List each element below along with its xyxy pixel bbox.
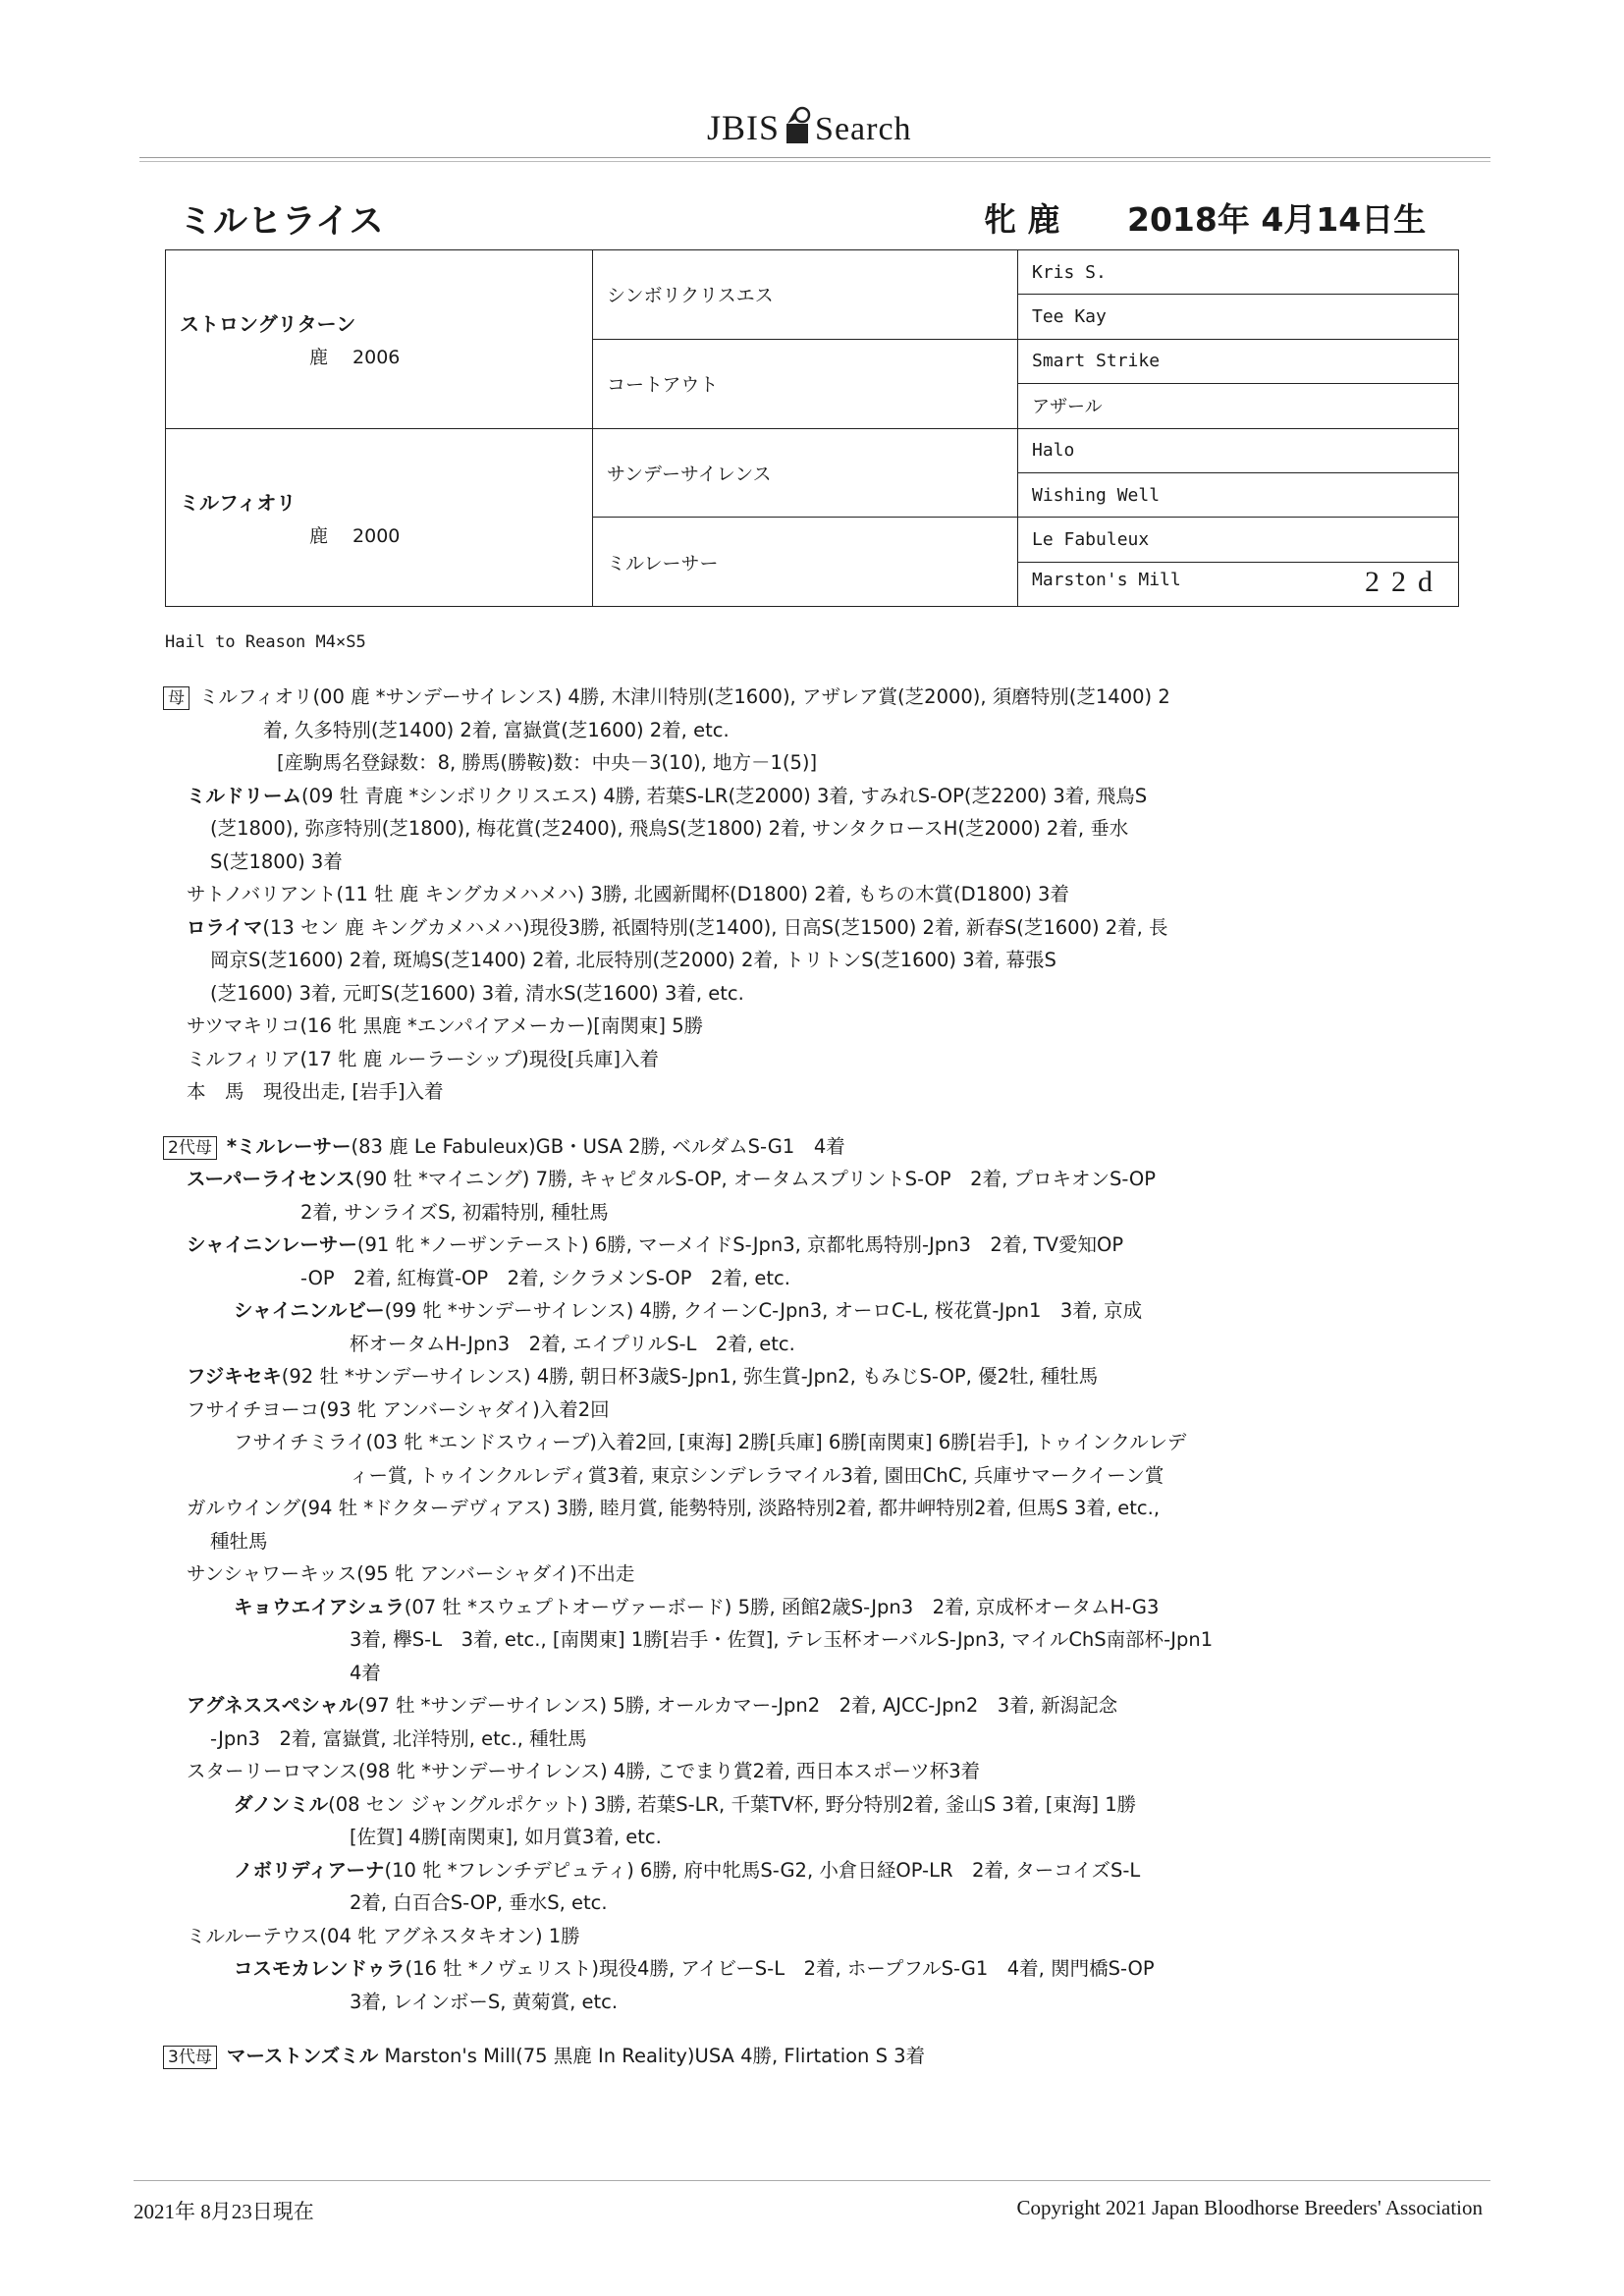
g2-garu-wing: ガルウイング(94 牡 *ドクターデヴィアス) 3勝, 睦月賞, 能勢特別, 淡路特別2着, 都井岬特別2着, 但馬S 3着, etc., (187, 1497, 1161, 1519)
g2-fusaichi-yoko: フサイチヨーコ(93 牝 アンバーシャダイ)入着2回 (187, 1397, 610, 1421)
g2-starry-romance: スターリーロマンス(98 牝 *サンデーサイレンス) 4勝, こでまり賞2着, 西日本スポーツ杯3着 (187, 1760, 981, 1782)
gen3-5: Halo (1018, 428, 1459, 472)
dam-sire: サンデーサイレンス (593, 428, 1018, 518)
family-section (163, 681, 1449, 2073)
g2-shinin-racer-cont: -OP 2着, 紅梅賞-OP 2着, シクラメンS-OP 2着, etc. (300, 1266, 790, 1289)
g2-cosmo-calendula-cont: 3着, レインボーS, 黄菊賞, etc. (350, 1990, 619, 2013)
foal-mildream-cont2: S(芝1800) 3着 (210, 849, 343, 873)
g2-garu-wing-cont: 種牡馬 (210, 1529, 268, 1553)
foal-this-horse: 本 馬 現役出走, [岩手]入着 (187, 1080, 444, 1103)
foal-satsuma: サツマキリコ(16 牝 黒鹿 *エンパイアメーカー)[南関東] 5勝 (187, 1014, 704, 1037)
dam-line-1: 母 ミルフィオリ(00 鹿 *サンデーサイレンス) 4勝, 木津川特別(芝1600), アザレア賞(芝2000), 須磨特別(芝1400) 2 (163, 681, 1449, 714)
foal-milfilia: ミルフィリア(17 牝 鹿 ルーラーシップ)現役[兵庫]入着 (187, 1047, 659, 1070)
foal-mildream-cont: (芝1800), 弥彦特別(芝1800), 梅花賞(芝2400), 飛鳥S(芝1800) 2着, サンタクロースH(芝2000) 2着, 垂水 (210, 817, 1129, 840)
sex-color: 牝 鹿 (984, 200, 1060, 239)
g2-agnes-special-cont: -Jpn3 2着, 富嶽賞, 北洋特別, etc., 種牡馬 (210, 1726, 587, 1750)
g2-super-license: スーパーライセンス(90 牡 *マイニング) 7勝, キャピタルS-OP, オータムスプリントS-OP 2着, プロキオンS-OP (187, 1168, 1157, 1190)
g2-kyoei-ashura-cont2: 4着 (350, 1661, 381, 1684)
g2-danon-mil: ダノンミル(08 セン ジャングルポケット) 3勝, 若葉S-LR, 千葉TV杯, 野分特別2着, 釜山S 3着, [東海] 1勝 (234, 1792, 1137, 1816)
g2-mil-luteus: ミルルーテウス(04 牝 アグネスタキオン) 1勝 (187, 1924, 580, 1947)
g2-shinin-racer: シャイニンレーサー(91 牝 *ノーザンテースト) 6勝, マーメイドS-Jpn3, 京都牝馬特別-Jpn3 2着, TV愛知OP (187, 1233, 1124, 1256)
footer-rule (134, 2180, 1490, 2181)
footer-date: 2021年 8月23日現在 (134, 2200, 314, 2223)
header-rule (139, 157, 1490, 158)
g2-shinin-ruby-cont: 杯オータムH-Jpn3 2着, エイプリルS-L 2着, etc. (350, 1332, 795, 1355)
gen3-7: Le Fabuleux (1018, 518, 1459, 562)
horse-name: ミルヒライス (179, 202, 384, 242)
birth-date: 2018年 4月14日生 (1127, 200, 1427, 239)
gen3-4: アザール (1018, 384, 1459, 428)
g2-fuji-kiseki: フジキセキ(92 牡 *サンデーサイレンス) 4勝, 朝日杯3歳S-Jpn1, 弥生賞-Jpn2, もみじS-OP, 優2牡, 種牡馬 (187, 1365, 1099, 1388)
gen3-8-name: Marston's Mill (1032, 569, 1181, 590)
dam-cell (166, 428, 593, 607)
g2-nobori-diana: ノボリディアーナ(10 牝 *フレンチデピュティ) 6勝, 府中牝馬S-G2, 小倉日経OP-LR 2着, ターコイズS-L (234, 1858, 1141, 1882)
g3-line: 3代母 マーストンズミル Marston's Mill(75 黒鹿 In Reality)USA 4勝, Flirtation S 3着 (163, 2040, 1449, 2073)
dam-info: 鹿 2000 (309, 524, 401, 547)
g2-kyoei-ashura-cont: 3着, 欅S-L 3着, etc., [南関東] 1勝[岩手・佐賀], テレ玉杯オーバルS-Jpn3, マイルChS南部杯-Jpn1 (350, 1628, 1214, 1651)
inbreeding-cross: Hail to Reason M4×S5 (165, 632, 366, 652)
dam-line-2: 着, 久多特別(芝1400) 2着, 富嶽賞(芝1600) 2着, etc. (263, 718, 730, 741)
sire-cell (166, 250, 593, 429)
g2-fusaichi-mirai-cont: ィー賞, トゥインクルレディ賞3着, 東京シンデレラマイル3着, 園田ChC, 兵庫サマークイーン賞 (350, 1463, 1164, 1487)
g2-sunshower-kiss: サンシャワーキッス(95 牝 アンバーシャダイ)不出走 (187, 1562, 635, 1585)
gen3-6: Wishing Well (1018, 472, 1459, 517)
footer-copyright: Copyright 2021 Japan Bloodhorse Breeders' Association (1016, 2196, 1483, 2219)
g2-nobori-diana-cont: 2着, 白百合S-OP, 垂水S, etc. (350, 1891, 608, 1914)
g2-danon-mil-cont: [佐賀] 4勝[南関東], 如月賞3着, etc. (350, 1826, 662, 1848)
sire-sire: シンボリクリスエス (593, 250, 1018, 340)
g2-agnes-special: アグネススペシャル(97 牡 *サンデーサイレンス) 5勝, オールカマー-Jpn2 2着, AJCC-Jpn2 3着, 新潟記念 (187, 1694, 1118, 1717)
g2-cosmo-calendula: コスモカレンドゥラ(16 牡 *ノヴェリスト)現役4勝, アイビーS-L 2着, ホープフルS-G1 4着, 関門橋S-OP (234, 1957, 1155, 1980)
g2-super-license-cont: 2着, サンライズS, 初霜特別, 種牡馬 (300, 1200, 609, 1224)
header-rule-2 (139, 161, 1490, 162)
logo-text-left: JBIS (707, 108, 781, 147)
g2-line-1: 2代母 *ミルレーサー(83 鹿 Le Fabuleux)GB・USA 2勝, ベルダムS-G1 4着 (163, 1130, 1449, 1164)
foal-roraima-cont2: (芝1600) 3着, 元町S(芝1600) 3着, 清水S(芝1600) 3着, etc. (210, 981, 744, 1005)
foal-roraima-cont: 岡京S(芝1600) 2着, 斑鳩S(芝1400) 2着, 北辰特別(芝2000) 2着, トリトンS(芝1600) 3着, 幕張S (210, 949, 1056, 971)
g2-kyoei-ashura: キョウエイアシュラ(07 牡 *スウェプトオーヴァーボード) 5勝, 函館2歳S-Jpn3 2着, 京成杯オータムH-G3 (234, 1595, 1160, 1618)
dam-name: ミルフィオリ (180, 490, 297, 515)
foal-roraima: ロライマ(13 セン 鹿 キングカメハメハ)現役3勝, 祇園特別(芝1400), 日高S(芝1500) 2着, 新春S(芝1600) 2着, 長 (187, 915, 1168, 939)
g2-tag: 2代母 (163, 1136, 217, 1160)
dam-dam: ミルレーサー (593, 518, 1018, 607)
horse-logo-icon (783, 106, 812, 145)
foal-mildream: ミルドリーム(09 牡 青鹿 *シンボリクリスエス) 4勝, 若葉S-LR(芝2000) 3着, すみれS-OP(芝2200) 3着, 飛鳥S (187, 784, 1148, 807)
gen3-3: Smart Strike (1018, 339, 1459, 383)
g2-fusaichi-mirai: フサイチミライ(03 牝 *エンドスウィープ)入着2回, [東海] 2勝[兵庫] 6勝[南関東] 6勝[岩手], トゥインクルレデ (234, 1431, 1187, 1453)
spacer (163, 1109, 1449, 1130)
g2-shinin-ruby: シャイニンルビー(99 牝 *サンデーサイレンス) 4勝, クイーンC-Jpn3, オーロC-L, 桜花賞-Jpn1 3着, 京成 (234, 1299, 1143, 1322)
jbis-search-logo (707, 106, 912, 148)
sire-dam: コートアウト (593, 339, 1018, 428)
foal-satono: サトノバリアント(11 牡 鹿 キングカメハメハ) 3勝, 北國新聞杯(D1800) 2着, もちの木賞(D1800) 3着 (187, 883, 1069, 905)
logo-text-right: Search (815, 111, 912, 147)
sire-name: ストロングリターン (180, 312, 356, 337)
g3-tag: 3代母 (163, 2046, 217, 2069)
gen3-8 (1018, 562, 1459, 606)
pedigree-table (165, 249, 1459, 607)
sire-info: 鹿 2006 (309, 347, 401, 369)
spacer-2 (163, 2018, 1449, 2040)
inbreeding-code: 22d (1365, 565, 1444, 598)
dam-tag: 母 (163, 686, 189, 710)
gen3-2: Tee Kay (1018, 295, 1459, 339)
dam-summary: [産駒馬名登録数：8, 勝馬(勝鞍)数：中央－3(10), 地方－1(5)] (277, 751, 818, 774)
gen3-1: Kris S. (1018, 250, 1459, 295)
